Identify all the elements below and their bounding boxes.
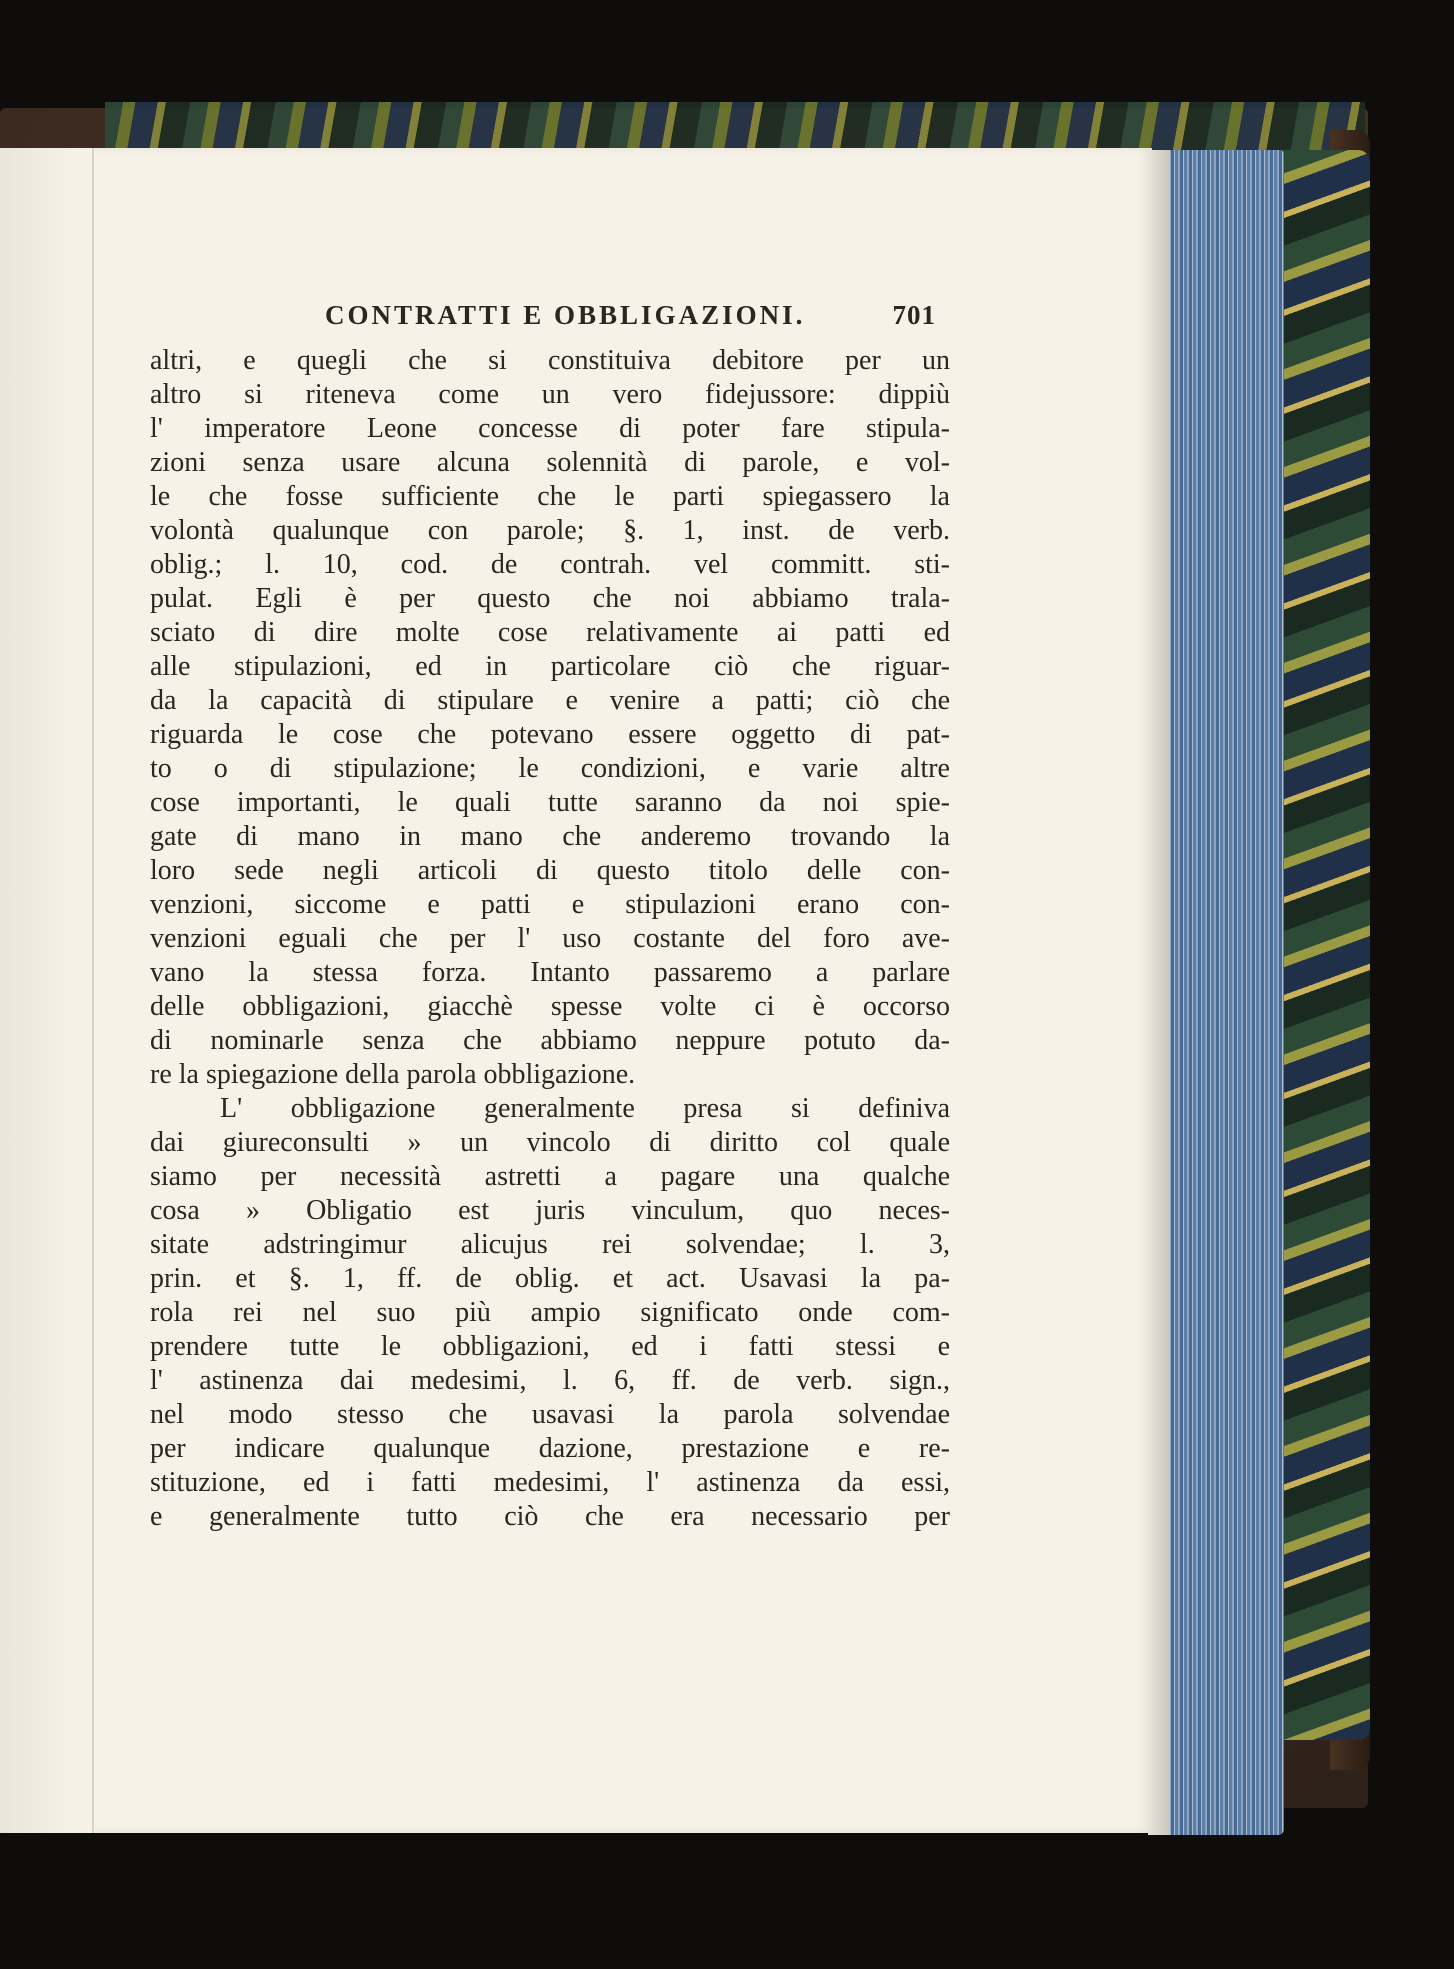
text-line: oblig.; l. 10, cod. de contrah. vel committ. sti- [150, 549, 950, 580]
text-line: sitate adstringimur alicujus rei solvendae; l. 3, [150, 1229, 950, 1260]
text-line: di nominarle senza che abbiamo neppure potuto da- [150, 1025, 950, 1056]
text-line: L' obbligazione generalmente presa si definiva [220, 1093, 950, 1124]
text-line: stituzione, ed i fatti medesimi, l' astinenza da essi, [150, 1467, 950, 1498]
page-number: 701 [892, 300, 936, 330]
text-line: pulat. Egli è per questo che noi abbiamo trala- [150, 583, 950, 614]
text-line: per indicare qualunque dazione, prestazione e re- [150, 1433, 950, 1464]
text-line: alle stipulazioni, ed in particolare ciò che riguar- [150, 651, 950, 682]
text-line: nel modo stesso che usavasi la parola solvendae [150, 1399, 950, 1430]
text-line: prin. et §. 1, ff. de oblig. et act. Usavasi la pa- [150, 1263, 950, 1294]
page-gutter [0, 148, 95, 1833]
text-line: cose importanti, le quali tutte saranno da noi spie- [150, 787, 950, 818]
text-line: le che fosse sufficiente che le parti spiegassero la [150, 481, 950, 512]
text-line: riguarda le cose che potevano essere oggetto di pat- [150, 719, 950, 750]
gutter-fold [92, 148, 94, 1833]
text-line: cosa » Obligatio est juris vinculum, quo neces- [150, 1195, 950, 1226]
text-line: zioni senza usare alcuna solennità di parole, e vol- [150, 447, 950, 478]
marbled-board-top [105, 102, 1365, 154]
text-line: e generalmente tutto ciò che era necessario per [150, 1501, 950, 1532]
text-line: re la spiegazione della parola obbligazione. [150, 1059, 636, 1090]
text-line: l' imperatore Leone concesse di poter fare stipula- [150, 413, 950, 444]
text-line: dai giureconsulti » un vincolo di diritto col quale [150, 1127, 950, 1158]
text-line: da la capacità di stipulare e venire a patti; ciò che [150, 685, 950, 716]
text-line: altro si riteneva come un vero fidejussore: dippiù [150, 379, 950, 410]
running-title: CONTRATTI E OBBLIGAZIONI. [325, 300, 806, 330]
text-line: volontà qualunque con parole; §. 1, inst. de verb. [150, 515, 950, 546]
text-line: sciato di dire molte cose relativamente ai patti ed [150, 617, 950, 648]
marbled-board-right [1278, 150, 1370, 1740]
running-head [150, 300, 950, 344]
text-line: rola rei nel suo più ampio significato onde com- [150, 1297, 950, 1328]
body-text [150, 344, 950, 1534]
text-line: vano la stessa forza. Intanto passaremo a parlare [150, 957, 950, 988]
text-line: delle obbligazioni, giacchè spesse volte ci è occorso [150, 991, 950, 1022]
text-line: venzioni eguali che per l' uso costante del foro ave- [150, 923, 950, 954]
text-line: gate di mano in mano che anderemo trovando la [150, 821, 950, 852]
page-text-block [150, 300, 950, 1534]
text-line: to o di stipulazione; le condizioni, e varie altre [150, 753, 950, 784]
text-line: altri, e quegli che si constituiva debitore per un [150, 345, 950, 376]
text-line: venzioni, siccome e patti e stipulazioni erano con- [150, 889, 950, 920]
text-line: siamo per necessità astretti a pagare una qualche [150, 1161, 950, 1192]
text-line: l' astinenza dai medesimi, l. 6, ff. de verb. sign., [150, 1365, 950, 1396]
text-line: prendere tutte le obbligazioni, ed i fatti stessi e [150, 1331, 950, 1362]
text-line: loro sede negli articoli di questo titolo delle con- [150, 855, 950, 886]
